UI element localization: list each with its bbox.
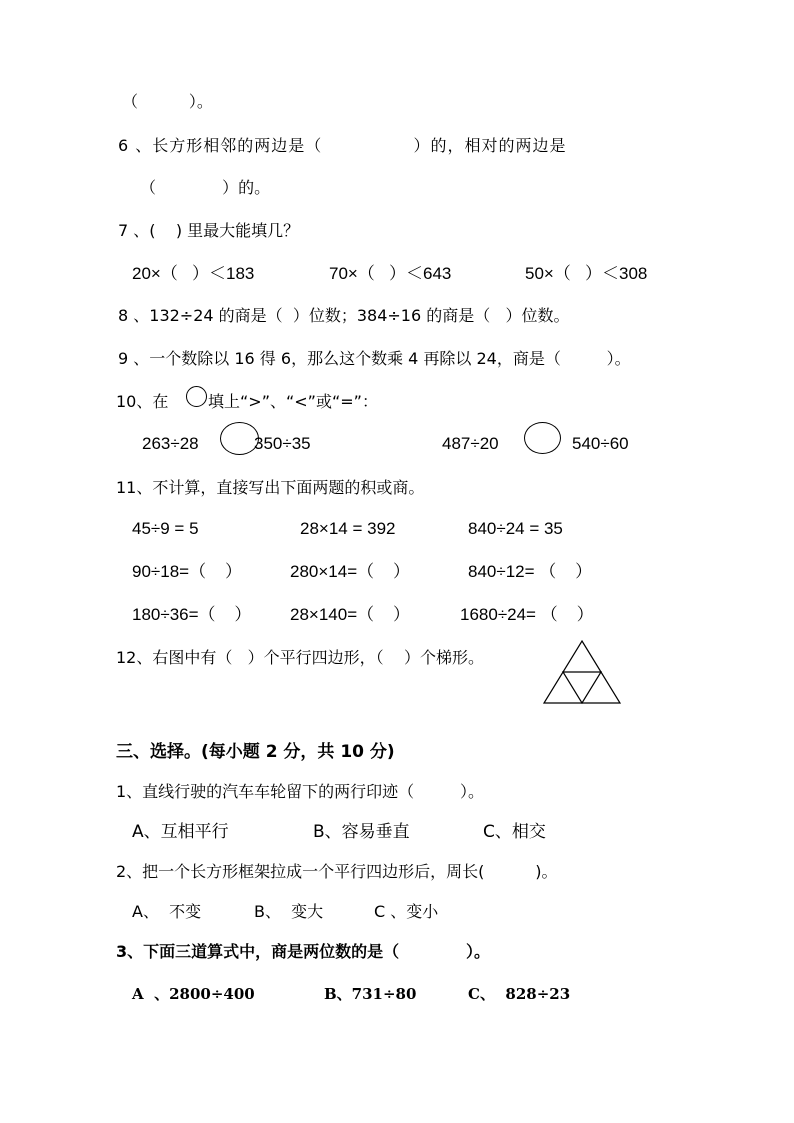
q5-tail: （ ）。 bbox=[122, 92, 213, 111]
q6-line1: 6 、长方形相邻的两边是（ ）的，相对的两边是 bbox=[118, 136, 567, 155]
q11-r3-c1: 180÷36=（ ） bbox=[132, 605, 252, 624]
compare-circle-icon bbox=[186, 386, 207, 407]
s3-q3-option-b[interactable]: B、731÷80 bbox=[324, 985, 417, 1003]
q11-r3-c2: 28×140=（ ） bbox=[290, 605, 411, 624]
s3-q3-option-c[interactable]: C、 828÷23 bbox=[468, 985, 571, 1003]
q10-b-left: 487÷20 bbox=[442, 434, 499, 453]
s3-q2-option-b[interactable]: B、 变大 bbox=[254, 902, 324, 921]
q11-title: 11、不计算，直接写出下面两题的积或商。 bbox=[116, 478, 425, 497]
q7-item-b: 70×（ ）＜643 bbox=[329, 264, 452, 283]
s3-q1: 1、直线行驶的汽车车轮留下的两行印迹（ ）。 bbox=[116, 782, 484, 801]
q11-r1-c3: 840÷24 = 35 bbox=[468, 519, 563, 538]
s3-q1-option-c[interactable]: C、相交 bbox=[483, 822, 546, 842]
triangle-figure bbox=[543, 640, 621, 704]
s3-q2-option-a[interactable]: A、 不变 bbox=[132, 902, 202, 921]
q10-b-circle[interactable] bbox=[524, 422, 561, 454]
section3-title: 三、选择。(每小题 2 分，共 10 分) bbox=[116, 742, 395, 762]
q11-r1-c2: 28×14 = 392 bbox=[300, 519, 396, 538]
q11-r1-c1: 45÷9 = 5 bbox=[132, 519, 199, 538]
q11-r2-c1: 90÷18=（ ） bbox=[132, 562, 242, 581]
s3-q2-option-c[interactable]: C 、变小 bbox=[374, 902, 439, 921]
q11-r3-c3: 1680÷24= （ ） bbox=[460, 605, 594, 624]
q10-suffix: 填上“>”、“<”或“=”： bbox=[208, 392, 378, 411]
q10-a-left: 263÷28 bbox=[142, 434, 199, 453]
q11-r2-c2: 280×14=（ ） bbox=[290, 562, 411, 581]
q9: 9 、一个数除以 16 得 6，那么这个数乘 4 再除以 24，商是（ ）。 bbox=[118, 349, 631, 368]
q11-r2-c3: 840÷12= （ ） bbox=[468, 562, 593, 581]
s3-q2: 2、把一个长方形框架拉成一个平行四边形后，周长( )。 bbox=[116, 862, 558, 881]
q10-a-right: 350÷35 bbox=[254, 434, 311, 453]
s3-q3: 3、下面三道算式中，商是两位数的是（ ）。 bbox=[116, 942, 490, 961]
q10-prefix: 10、在 bbox=[116, 392, 169, 411]
q10-b-right: 540÷60 bbox=[572, 434, 629, 453]
s3-q3-option-a[interactable]: A 、2800÷400 bbox=[132, 985, 255, 1003]
q7-title: 7 、( ) 里最大能填几？ bbox=[118, 221, 300, 240]
q7-item-a: 20×（ ）＜183 bbox=[132, 264, 255, 283]
q6-line2: （ ）的。 bbox=[140, 178, 271, 197]
s3-q1-option-a[interactable]: A、互相平行 bbox=[132, 822, 229, 842]
q12: 12、右图中有（ ）个平行四边形，（ ）个梯形。 bbox=[116, 648, 484, 667]
q7-item-c: 50×（ ）＜308 bbox=[525, 264, 648, 283]
q8: 8 、132÷24 的商是（ ）位数；384÷16 的商是（ ）位数。 bbox=[118, 306, 570, 325]
s3-q1-option-b[interactable]: B、容易垂直 bbox=[313, 822, 410, 842]
